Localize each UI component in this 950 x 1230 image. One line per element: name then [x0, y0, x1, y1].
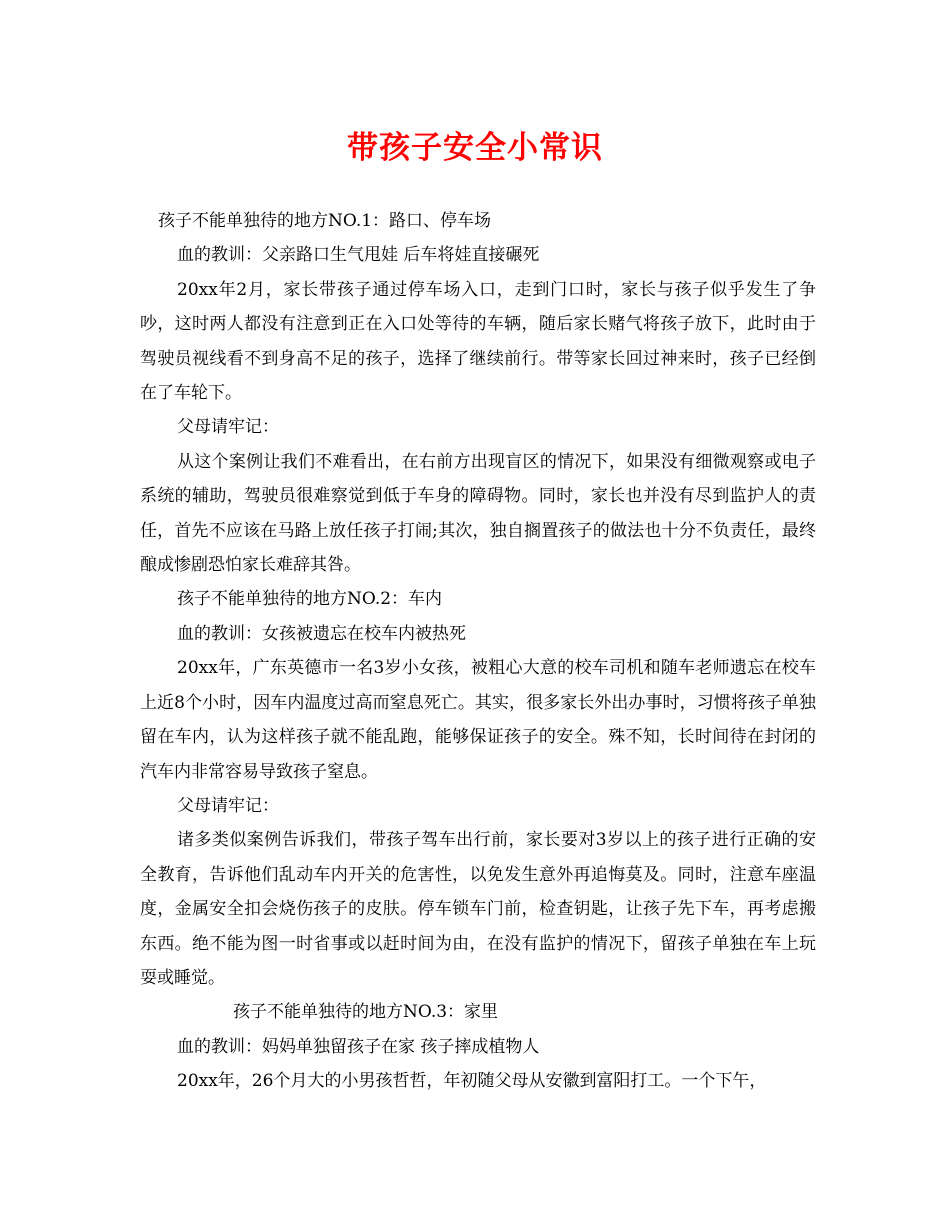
lesson-line-2: 血的教训：女孩被遗忘在校车内被热死 [177, 623, 466, 644]
case-paragraph-1: 20xx年2月，家长带孩子通过停车场入口，走到门口时，家长与孩子似乎发生了争吵，这时两人都没有注意到正在入口处等待的车辆，随后家长赌气将孩子放下，此时由于驾驶员视线看不到身高不足的孩子，选择了继续前行。带等家长回过神来时，孩子已经倒在了车轮下。 [140, 279, 816, 404]
case-paragraph-3: 20xx年，26个月大的小男孩哲哲，年初随父母从安徽到富阳打工。一个下午， [177, 1071, 767, 1092]
lesson-line-1: 血的教训：父亲路口生气甩娃 后车将娃直接碾死 [177, 245, 540, 266]
advice-paragraph-1: 从这个案例让我们不难看出，在右前方出现盲区的情况下，如果没有细微观察或电子系统的辅助，驾驶员很难察觉到低于车身的障碍物。同时，家长也并没有尽到监护人的责任，首先不应该在马路上放任孩子打闹;其次，独自搁置孩子的做法也十分不负责任，最终酿成惨剧恐怕家长难辞其咎。 [140, 451, 816, 576]
reminder-label-1: 父母请牢记： [177, 417, 279, 438]
section-heading-2: 孩子不能单独待的地方NO.2：车内 [177, 589, 443, 610]
lesson-line-3: 血的教训：妈妈单独留孩子在家 孩子摔成植物人 [177, 1036, 540, 1057]
document-title: 带孩子安全小常识 [347, 130, 603, 166]
section-heading-3: 孩子不能单独待的地方NO.3：家里 [233, 1002, 499, 1023]
advice-paragraph-2: 诸多类似案例告诉我们，带孩子驾车出行前，家长要对3岁以上的孩子进行正确的安全教育，告诉他们乱动车内开关的危害性，以免发生意外再追悔莫及。同时，注意车座温度，金属安全扣会烧伤孩子的皮肤。停车锁车门前，检查钥匙，让孩子先下车，再考虑搬东西。绝不能为图一时省事或以赶时间为由，在没有监护的情况下，留孩子单独在车上玩耍或睡觉。 [140, 830, 816, 988]
document-body [140, 204, 816, 1099]
reminder-label-2: 父母请牢记： [177, 795, 279, 816]
section-heading-1: 孩子不能单独待的地方NO.1：路口、停车场 [158, 211, 492, 231]
case-paragraph-2: 20xx年，广东英德市一名3岁小女孩，被粗心大意的校车司机和随车老师遗忘在校车上近8个小时，因车内温度过高而窒息死亡。其实，很多家长外出办事时，习惯将孩子单独留在车内，认为这样孩子就不能乱跑，能够保证孩子的安全。殊不知，长时间待在封闭的汽车内非常容易导致孩子窒息。 [140, 658, 816, 782]
